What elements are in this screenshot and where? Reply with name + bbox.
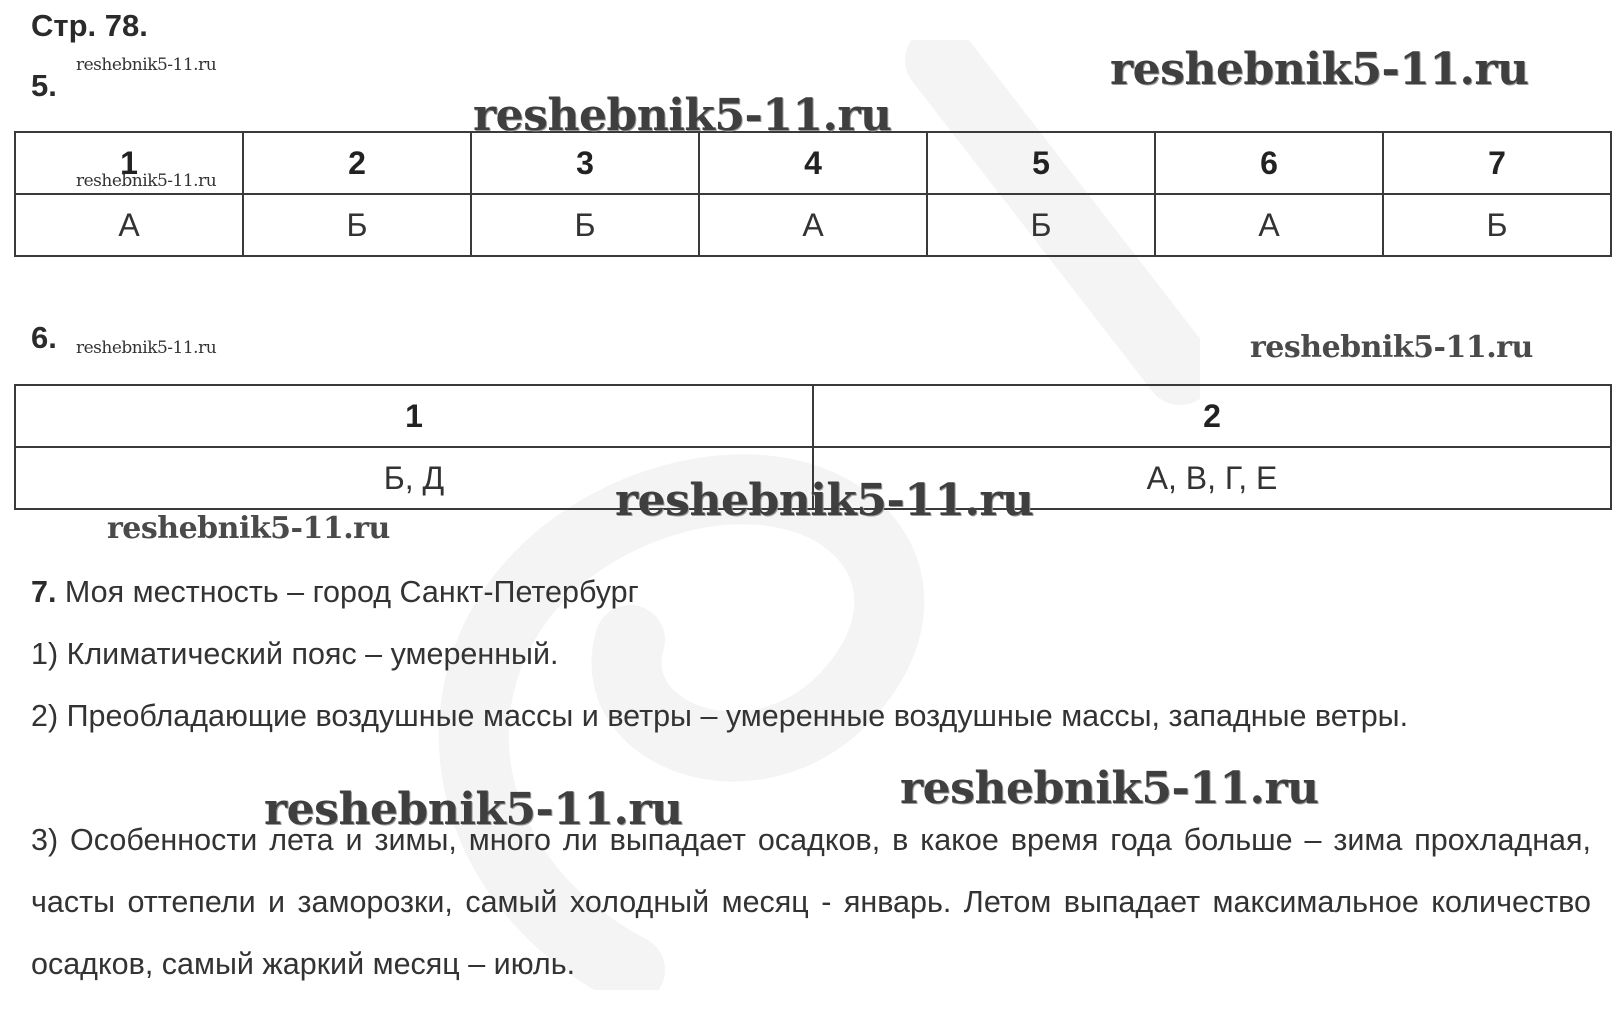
table-header-cell: 7 [1383, 132, 1611, 194]
table-cell: Б [1383, 194, 1611, 256]
table-header-cell: 4 [699, 132, 927, 194]
table-cell: А [699, 194, 927, 256]
watermark: reshebnik5-11.ru [76, 55, 217, 75]
watermark: reshebnik5-11.ru [473, 90, 892, 141]
watermark: reshebnik5-11.ru [264, 784, 683, 835]
task-7-number: 7. [31, 575, 57, 609]
watermark: reshebnik5-11.ru [1110, 44, 1529, 95]
table-header-cell: 3 [471, 132, 699, 194]
watermark: reshebnik5-11.ru [76, 338, 217, 358]
watermark: reshebnik5-11.ru [1250, 330, 1533, 365]
table-header-cell: 2 [243, 132, 471, 194]
task-5-table [14, 131, 1612, 257]
table-header-cell: 6 [1155, 132, 1383, 194]
task-7-item-3: 3) Особенности лета и зимы, много ли выпадает осадков, в какое время года больше – зима прохладная, часты оттепели и заморозки, самый холодный месяц - январь. Летом выпадает максимальное количество осадков, самый жаркий месяц – июль. [31, 823, 1591, 981]
watermark: reshebnik5-11.ru [107, 511, 390, 546]
watermark: reshebnik5-11.ru [76, 171, 217, 191]
table-cell: А [1155, 194, 1383, 256]
watermark: reshebnik5-11.ru [615, 475, 1034, 526]
table-header-row [15, 385, 1611, 447]
table-header-row [15, 132, 1611, 194]
task-7-intro [31, 561, 1591, 623]
watermark: reshebnik5-11.ru [900, 763, 1319, 814]
table-row [15, 194, 1611, 256]
table-header-cell: 2 [813, 385, 1611, 447]
table-cell: А [15, 194, 243, 256]
table-cell: Б [243, 194, 471, 256]
task-7-item-1: 1) Климатический пояс – умеренный. [31, 637, 559, 671]
task-6-number: 6. [31, 320, 57, 355]
table-cell: Б [471, 194, 699, 256]
table-header-cell: 5 [927, 132, 1155, 194]
task-7-intro-text: Моя местность – город Санкт-Петербург [64, 575, 639, 609]
task-5-number: 5. [31, 68, 57, 103]
table-cell: Б, Д [15, 447, 813, 509]
table-header-cell: 1 [15, 385, 813, 447]
task-7-item-2: 2) Преобладающие воздушные массы и ветры – умеренные воздушные массы, западные ветры. [31, 699, 1409, 733]
page-heading: Стр. 78. [31, 8, 148, 43]
table-cell: Б [927, 194, 1155, 256]
table-cell: А, В, Г, Е [813, 447, 1611, 509]
table-header-cell: 1 [15, 132, 243, 194]
